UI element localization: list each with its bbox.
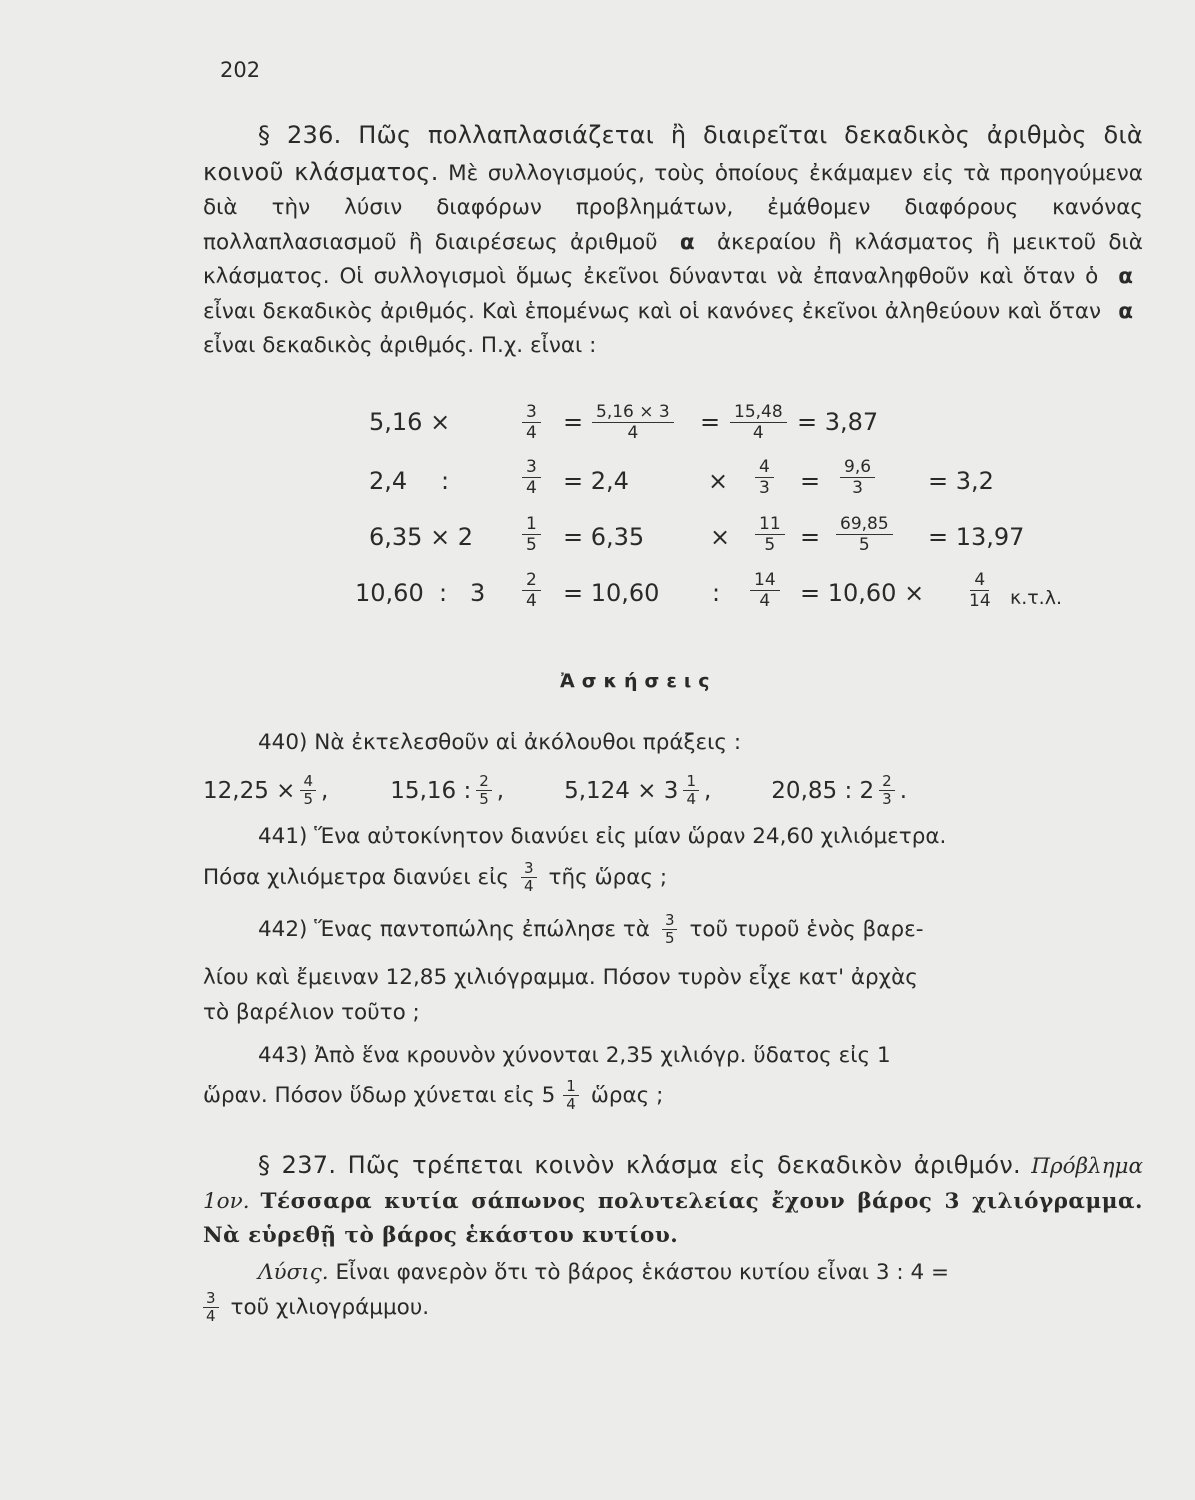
eq2-times: × bbox=[708, 467, 729, 495]
ex442-fraction: $\frac{3}{5}$ bbox=[662, 912, 678, 947]
ex440-expr-1: 12,25 × bbox=[203, 777, 296, 804]
eq1-fraction-2: 5,16 × 3 4 bbox=[592, 402, 674, 443]
section-236-text-1: Μὲ συλλογισμούς, τοὺς ὁποίους ἐκάμαμεν εἰς τὰ προηγούμενα διὰ τὴν λύσιν διαφόρων προβλημάτων, ἐμάθομεν διαφόρους κανόνας πολλαπλασιασμοῦ ἢ διαιρέσεως ἀριθμοῦ bbox=[203, 160, 1143, 255]
eq3-lhs: 6,35 × 2 bbox=[369, 523, 474, 551]
eq2-colon: : bbox=[441, 467, 450, 495]
eq2-fraction-2: 4 3 bbox=[755, 457, 774, 498]
eq4-fraction-2: 14 4 bbox=[750, 570, 780, 611]
eq2-fraction-1: 3 4 bbox=[522, 457, 541, 498]
eq2-equals: = bbox=[800, 467, 821, 495]
ex440-expr-3: 5,124 × 3 bbox=[564, 777, 679, 804]
ex441-fraction: $\frac{3}{4}$ bbox=[521, 860, 537, 895]
ex440-frac-2: $\frac{2}{5}$ bbox=[476, 773, 492, 808]
eq1-fraction-3: 15,48 4 bbox=[730, 402, 787, 443]
solution-fraction: $\frac{3}{4}$ bbox=[203, 1290, 219, 1325]
exercise-443-line-1: 443) Ἀπὸ ἕνα κρουνὸν χύνονται 2,35 χιλιόγρ. ὕδατος εἰς 1 bbox=[258, 1043, 891, 1068]
eq4-colon: : bbox=[712, 579, 721, 607]
ex440-sep: , bbox=[496, 777, 505, 804]
exercise-441-line-2 bbox=[203, 860, 1143, 895]
eq2-middle: = 2,4 bbox=[563, 467, 629, 495]
eq1-equals: = bbox=[700, 408, 721, 436]
eq3-fraction-1: 1 5 bbox=[522, 514, 541, 555]
exercise-441-line-1: 441) Ἕνα αὐτοκίνητον διανύει εἰς μίαν ὥραν 24,60 χιλιόμετρα. bbox=[258, 824, 947, 849]
ex440-expr-4: 20,85 : 2 bbox=[771, 777, 875, 804]
ex440-sep: , bbox=[703, 777, 712, 804]
variable-alpha: α bbox=[1118, 264, 1134, 289]
eq1-fraction-1: 3 4 bbox=[522, 402, 541, 443]
problem-label: Πρόβλημα 1ον. bbox=[203, 1154, 1143, 1214]
eq4-lhs: 10,60 : 3 bbox=[355, 579, 486, 607]
ex440-sep: , bbox=[320, 777, 329, 804]
exercise-442-line-1 bbox=[258, 912, 1195, 947]
ex440-frac-3: $\frac{1}{4}$ bbox=[683, 773, 699, 808]
section-236-paragraph bbox=[203, 118, 1143, 364]
exercise-442-line-2: λίου καὶ ἔμειναν 12,85 χιλιόγραμμα. Πόσον τυρὸν εἶχε κατ' ἀρχὰς bbox=[203, 965, 918, 990]
eq3-fraction-2: 11 5 bbox=[755, 514, 785, 555]
section-236-text-2: ἀκεραίου ἢ κλάσματος ἢ μεικτοῦ διὰ κλάσματος. Οἱ συλλογισμοὶ ὅμως ἐκεῖνοι δύνανται νὰ ἐπαναληφθοῦν καὶ ὅταν ὁ bbox=[203, 229, 1143, 289]
ex441-text-end: τῆς ὥρας ; bbox=[548, 865, 668, 890]
variable-alpha: α bbox=[679, 229, 695, 255]
solution-line bbox=[203, 1256, 1143, 1291]
section-236-text-4: εἶναι δεκαδικὸς ἀριθμός. Π.χ. εἶναι : bbox=[203, 333, 597, 358]
eq2-fraction-3: 9,6 3 bbox=[840, 457, 875, 498]
eq4-fraction-3: 4 14 bbox=[969, 570, 991, 611]
problem-text: Τέσσαρα κυτία σάπωνος πολυτελείας ἔχουν βάρος 3 χιλιόγραμμα. Νὰ εὑρεθῇ τὸ βάρος ἑκάστου κυτίου. bbox=[203, 1188, 1143, 1248]
exercise-440-expressions bbox=[203, 773, 1143, 808]
solution-end: τοῦ χιλιογράμμου. bbox=[230, 1295, 430, 1320]
variable-alpha: α bbox=[1118, 298, 1133, 324]
exercise-443-line-2 bbox=[203, 1078, 1143, 1113]
ex443-text-end: ὥρας ; bbox=[590, 1083, 664, 1108]
eq1-result: = 3,87 bbox=[797, 408, 879, 436]
ex441-text: Πόσα χιλιόμετρα διανύει εἰς bbox=[203, 865, 509, 890]
exercise-440-text: 440) Νὰ ἐκτελεσθοῦν αἱ ἀκόλουθοι πράξεις : bbox=[258, 730, 742, 755]
exercises-heading: Ἀσκήσεις bbox=[560, 670, 717, 692]
section-236-title: § 236. Πῶς πολλαπλασιάζεται ἢ διαιρεῖται δεκαδικὸς ἀριθμὸς διὰ κοινοῦ κλάσματος. bbox=[203, 121, 1143, 186]
ex443-fraction: $\frac{1}{4}$ bbox=[563, 1078, 579, 1113]
eq3-result: = 13,97 bbox=[928, 523, 1025, 551]
solution-line-2 bbox=[203, 1290, 1143, 1325]
eq4-fraction-1: 2 4 bbox=[522, 570, 541, 611]
eq2-lhs: 2,4 bbox=[369, 467, 408, 495]
eq3-middle: = 6,35 bbox=[563, 523, 645, 551]
eq4-etc: κ.τ.λ. bbox=[1010, 587, 1062, 609]
eq4-middle: = 10,60 bbox=[563, 579, 660, 607]
eq3-fraction-3: 69,85 5 bbox=[836, 514, 893, 555]
ex440-end: . bbox=[899, 777, 908, 804]
section-237-title: § 237. Πῶς τρέπεται κοινὸν κλάσμα εἰς δεκαδικὸν ἀριθμόν. bbox=[258, 1151, 1021, 1179]
section-237-paragraph bbox=[203, 1148, 1143, 1254]
ex443-text: ὥραν. Πόσον ὕδωρ χύνεται εἰς 5 bbox=[203, 1083, 556, 1108]
eq3-times: × bbox=[710, 523, 731, 551]
page-number: 202 bbox=[220, 58, 261, 82]
exercise-442-line-3: τὸ βαρέλιον τοῦτο ; bbox=[203, 1000, 420, 1025]
ex440-expr-2: 15,16 : bbox=[390, 777, 472, 804]
solution-label: Λύσις. bbox=[258, 1260, 329, 1285]
eq2-result: = 3,2 bbox=[928, 467, 994, 495]
section-236-text-3: εἶναι δεκαδικὸς ἀριθμός. Καὶ ἑπομένως καὶ οἱ κανόνες ἐκεῖνοι ἀληθεύουν καὶ ὅταν bbox=[203, 298, 1101, 324]
ex442-text: 442) Ἕνας παντοπώλης ἐπώλησε τὰ bbox=[258, 917, 650, 942]
eq3-equals: = bbox=[800, 523, 821, 551]
ex440-frac-4: $\frac{2}{3}$ bbox=[879, 773, 895, 808]
eq1-lhs: 5,16 × bbox=[369, 408, 451, 436]
solution-text: Εἶναι φανερὸν ὅτι τὸ βάρος ἑκάστου κυτίου εἶναι 3 : 4 = bbox=[335, 1260, 950, 1285]
ex440-frac-1: $\frac{4}{5}$ bbox=[300, 773, 316, 808]
eq1-equals: = bbox=[563, 408, 584, 436]
ex442-text-end: τοῦ τυροῦ ἑνὸς βαρε- bbox=[689, 917, 924, 942]
eq4-rhs: = 10,60 × bbox=[800, 579, 925, 607]
